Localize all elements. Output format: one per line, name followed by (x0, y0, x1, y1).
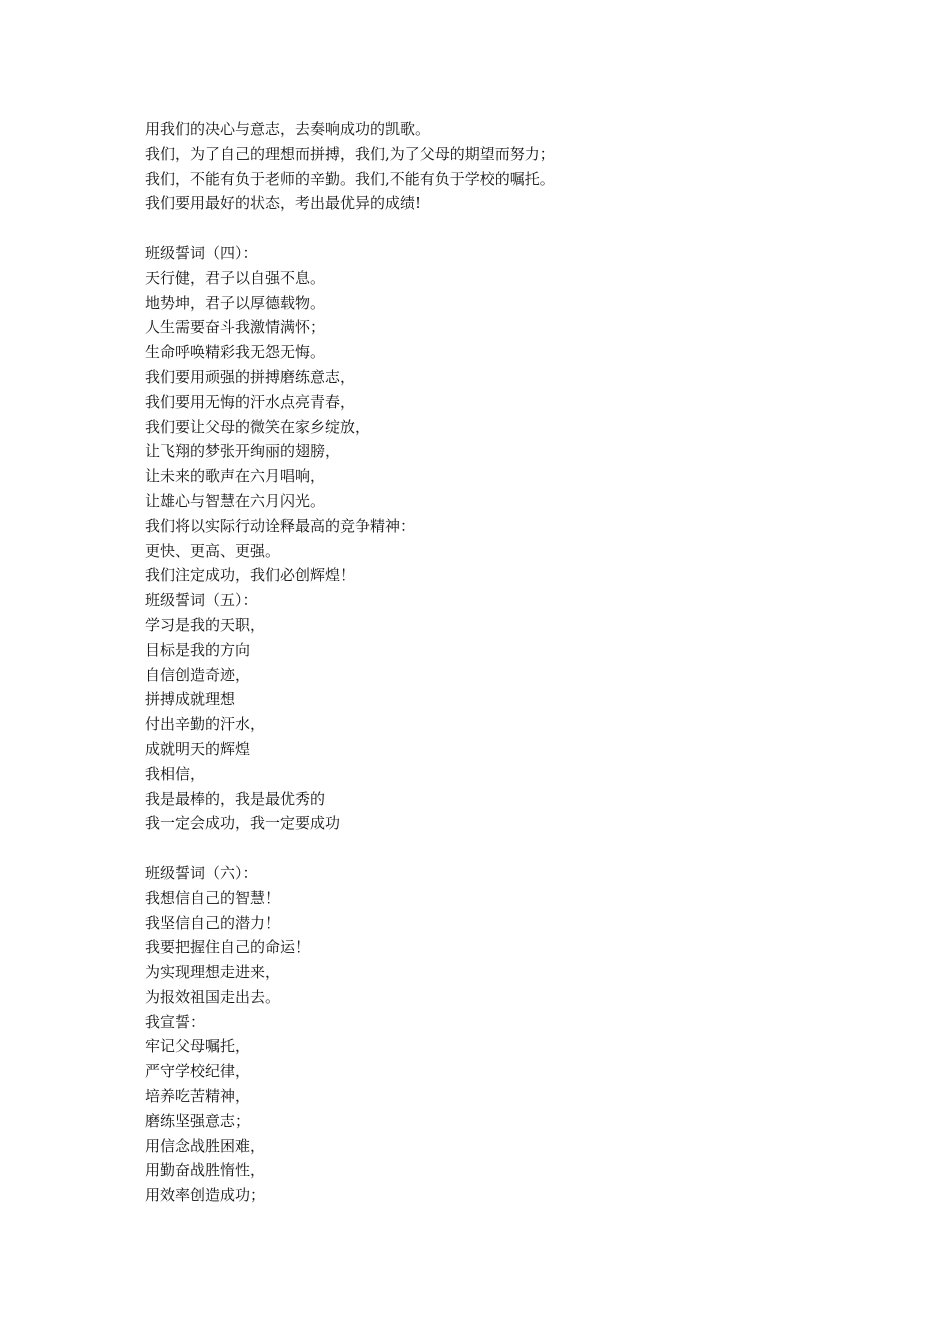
text-line: 我想信自己的智慧！ (145, 888, 281, 907)
text-line: 用我们的决心与意志，去奏响成功的凯歌。 (145, 120, 431, 138)
text-line: 让雄心与智慧在六月闪光。 (145, 491, 326, 510)
text-line: 生命呼唤精彩我无怨无悔。 (145, 343, 326, 362)
text-line: 我一定会成功，我一定要成功 (145, 814, 341, 833)
text-line: 我要把握住自己的命运！ (145, 938, 311, 957)
section-heading: 班级誓词（四）： (145, 243, 258, 262)
oath-section-five (145, 588, 905, 836)
section-heading: 班级誓词（五）： (145, 591, 258, 610)
text-line: 学习是我的天职， (145, 615, 266, 634)
text-line: 我们要用无悔的汗水点亮青春， (145, 392, 356, 411)
text-line: 我宣誓： (145, 1012, 206, 1031)
oath-section-four (145, 241, 905, 588)
text-line: 拼搏成就理想 (145, 690, 236, 709)
text-line: 成就明天的辉煌 (145, 739, 251, 758)
text-line: 我是最棒的，我是最优秀的 (145, 789, 326, 808)
text-line: 地势坤，君子以厚德载物。 (145, 293, 326, 312)
blank-line (145, 216, 905, 241)
text-line: 让未来的歌声在六月唱响， (145, 467, 326, 486)
text-line: 严守学校纪律， (145, 1062, 251, 1081)
text-line: 我坚信自己的潜力！ (145, 913, 281, 932)
text-line: 天行健，君子以自强不息。 (145, 268, 326, 287)
text-line: 用效率创造成功； (145, 1186, 266, 1205)
text-line: 我们要用顽强的拼搏磨练意志， (145, 367, 356, 386)
section-heading: 班级誓词（六）： (145, 863, 258, 882)
blank-line (145, 836, 905, 861)
text-line: 磨练坚强意志； (145, 1111, 251, 1130)
text-line: 我们，为了自己的理想而拼搏，我们,为了父母的期望而努力； (145, 144, 555, 163)
text-line: 我相信， (145, 764, 206, 783)
text-line: 人生需要奋斗我激情满怀； (145, 318, 326, 337)
text-line: 用信念战胜困难， (145, 1136, 266, 1155)
text-line: 牢记父母嘱托， (145, 1037, 251, 1056)
text-line: 我们要用最好的状态，考出最优异的成绩! (145, 194, 422, 213)
text-line: 培养吃苦精神， (145, 1087, 251, 1106)
text-line: 我们要让父母的微笑在家乡绽放， (145, 417, 371, 436)
document-page (145, 117, 905, 1208)
text-line: 我们注定成功，我们必创辉煌！ (145, 566, 356, 585)
text-line: 更快、更高、更强。 (145, 541, 281, 560)
text-line: 让飞翔的梦张开绚丽的翅膀， (145, 442, 341, 461)
text-line: 目标是我的方向 (145, 640, 251, 659)
intro-section (145, 117, 905, 216)
oath-section-six (145, 861, 905, 1208)
text-line: 付出辛勤的汗水， (145, 715, 266, 734)
text-line: 我们将以实际行动诠释最高的竞争精神： (145, 516, 416, 535)
text-line: 为实现理想走进来， (145, 963, 281, 982)
text-line: 用勤奋战胜惰性， (145, 1161, 266, 1180)
text-line: 自信创造奇迹， (145, 665, 251, 684)
text-line: 为报效祖国走出去。 (145, 987, 281, 1006)
text-line: 我们，不能有负于老师的辛勤。我们,不能有负于学校的嘱托。 (145, 169, 555, 188)
